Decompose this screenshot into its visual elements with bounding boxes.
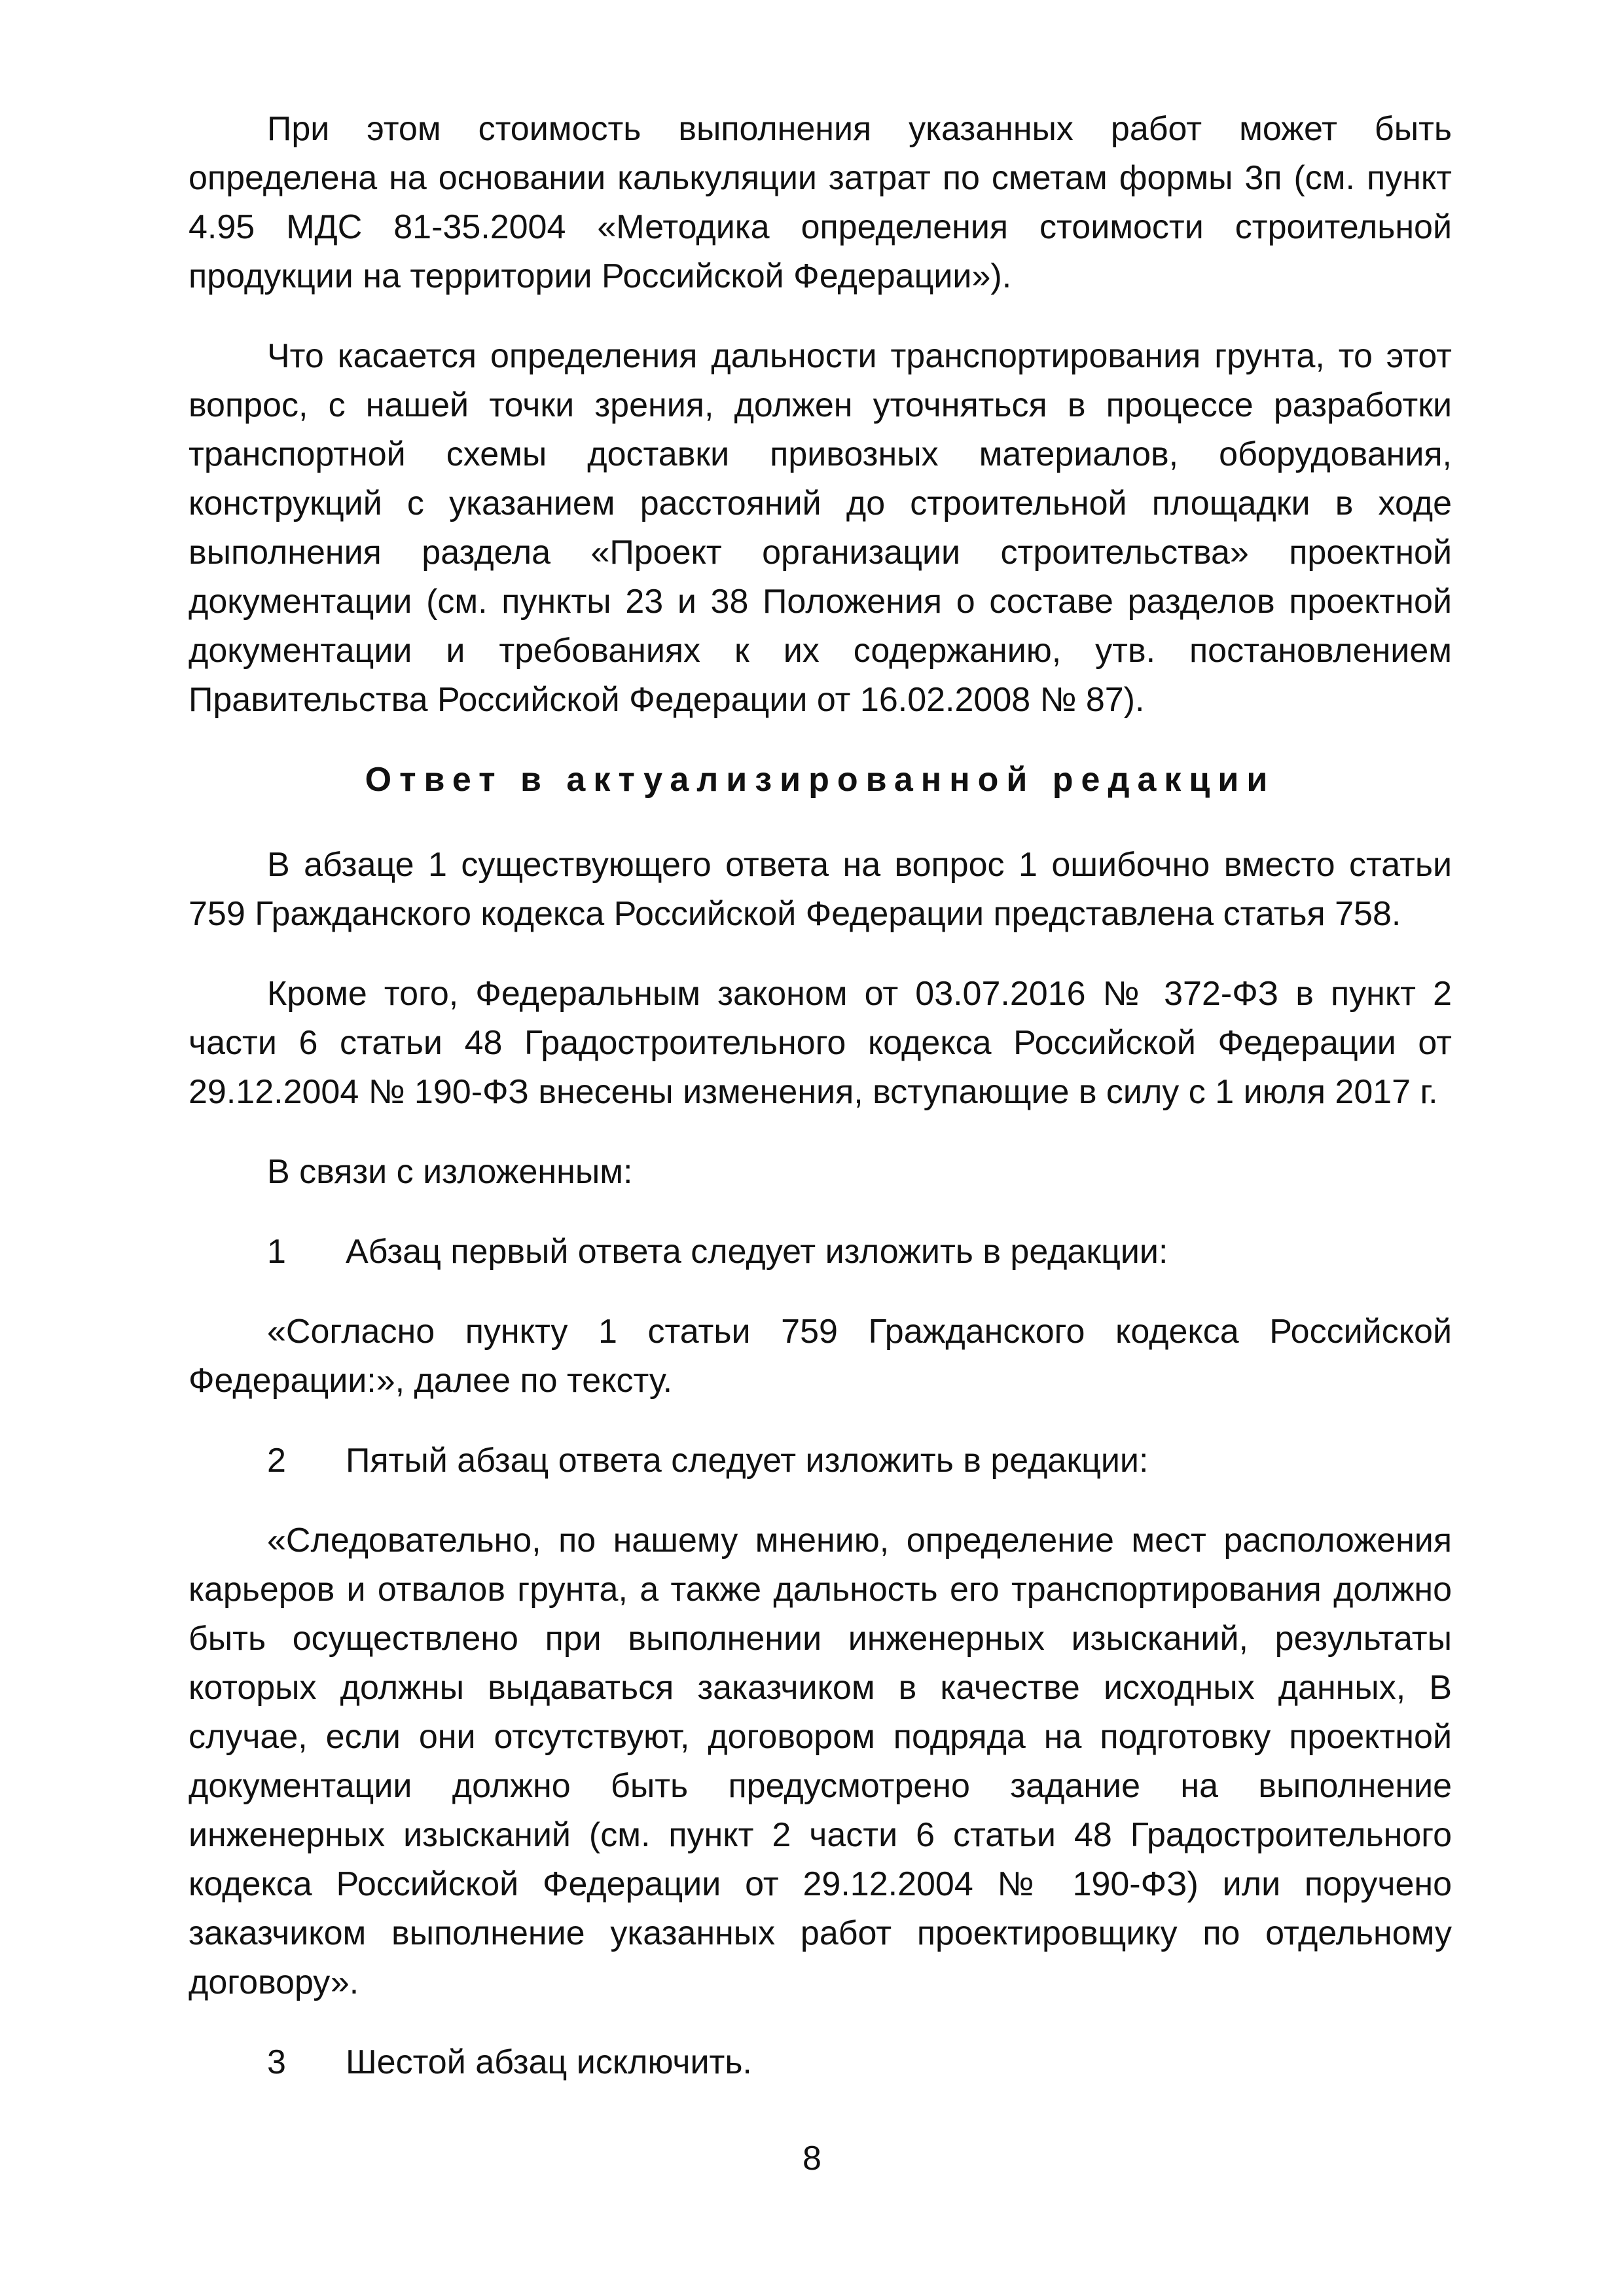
list-item-text: Пятый абзац ответа следует изложить в редакции: bbox=[346, 1442, 1149, 1480]
list-item-number: 1 bbox=[267, 1233, 286, 1271]
list-item-2 bbox=[189, 1436, 1452, 1485]
paragraph-cost-calculation: При этом стоимость выполнения указанных работ может быть определена на основании калькуляции затрат по сметам формы 3п (см. пункт 4.95 МДС 81-35.2004 «Методика определения стоимости строительной продукции на территории Российской Федерации»). bbox=[189, 110, 1452, 295]
paragraph-article-correction: В абзаце 1 существующего ответа на вопрос 1 ошибочно вместо статьи 759 Гражданского кодекса Российской Федерации представлена статья 758. bbox=[189, 846, 1452, 933]
quote-paragraph-5: «Следовательно, по нашему мнению, определение мест расположения карьеров и отвалов грунта, а также дальность его транспортирования должно быть осуществлено при выполнении инженерных изысканий, результаты которых должны выдаваться заказчиком в качестве исходных данных, В случае, если они отсутствуют, договором подряда на подготовку проектной документации должно быть предусмотрено задание на выполнение инженерных изысканий (см. пункт 2 части 6 статьи 48 Градостроительного кодекса Российской Федерации от 29.12.2004 № 190-ФЗ) или поручено заказчиком выполнение указанных работ проектировщику по отдельному договору». bbox=[189, 1522, 1452, 2001]
list-item-text: Абзац первый ответа следует изложить в редакции: bbox=[346, 1233, 1168, 1271]
paragraph-in-connection: В связи с изложенным: bbox=[267, 1153, 633, 1191]
paragraph-transport-distance: Что касается определения дальности транспортирования грунта, то этот вопрос, с нашей точки зрения, должен уточняться в процессе разработки транспортной схемы доставки привозных материалов, оборудования, конструкций с указанием расстояний до строительной площадки в ходе выполнения раздела «Проект организации строительства» проектной документации (см. пункты 23 и 38 Положения о составе разделов проектной документации и требованиях к их содержанию, утв. постановлением Правительства Российской Федерации от 16.02.2008 № 87). bbox=[189, 337, 1452, 719]
list-item-1 bbox=[189, 1228, 1452, 1277]
document-body bbox=[189, 105, 1452, 2118]
list-item-text: Шестой абзац исключить. bbox=[346, 2043, 752, 2081]
page-number: 8 bbox=[803, 2140, 821, 2178]
section-heading: Ответ в актуализированной редакции bbox=[365, 761, 1276, 799]
paragraph-law-amendment: Кроме того, Федеральным законом от 03.07.2016 № 372-ФЗ в пункт 2 части 6 статьи 48 Градостроительного кодекса Российской Федерации от 29.12.2004 № 190-ФЗ внесены изменения, вступающие в силу с 1 июля 2017 г. bbox=[189, 975, 1452, 1111]
list-item-number: 2 bbox=[267, 1442, 286, 1480]
list-item-number: 3 bbox=[267, 2043, 286, 2081]
list-item-3 bbox=[189, 2038, 1452, 2087]
quote-paragraph-1: «Согласно пункту 1 статьи 759 Гражданского кодекса Российской Федерации:», далее по тексту. bbox=[189, 1313, 1452, 1400]
